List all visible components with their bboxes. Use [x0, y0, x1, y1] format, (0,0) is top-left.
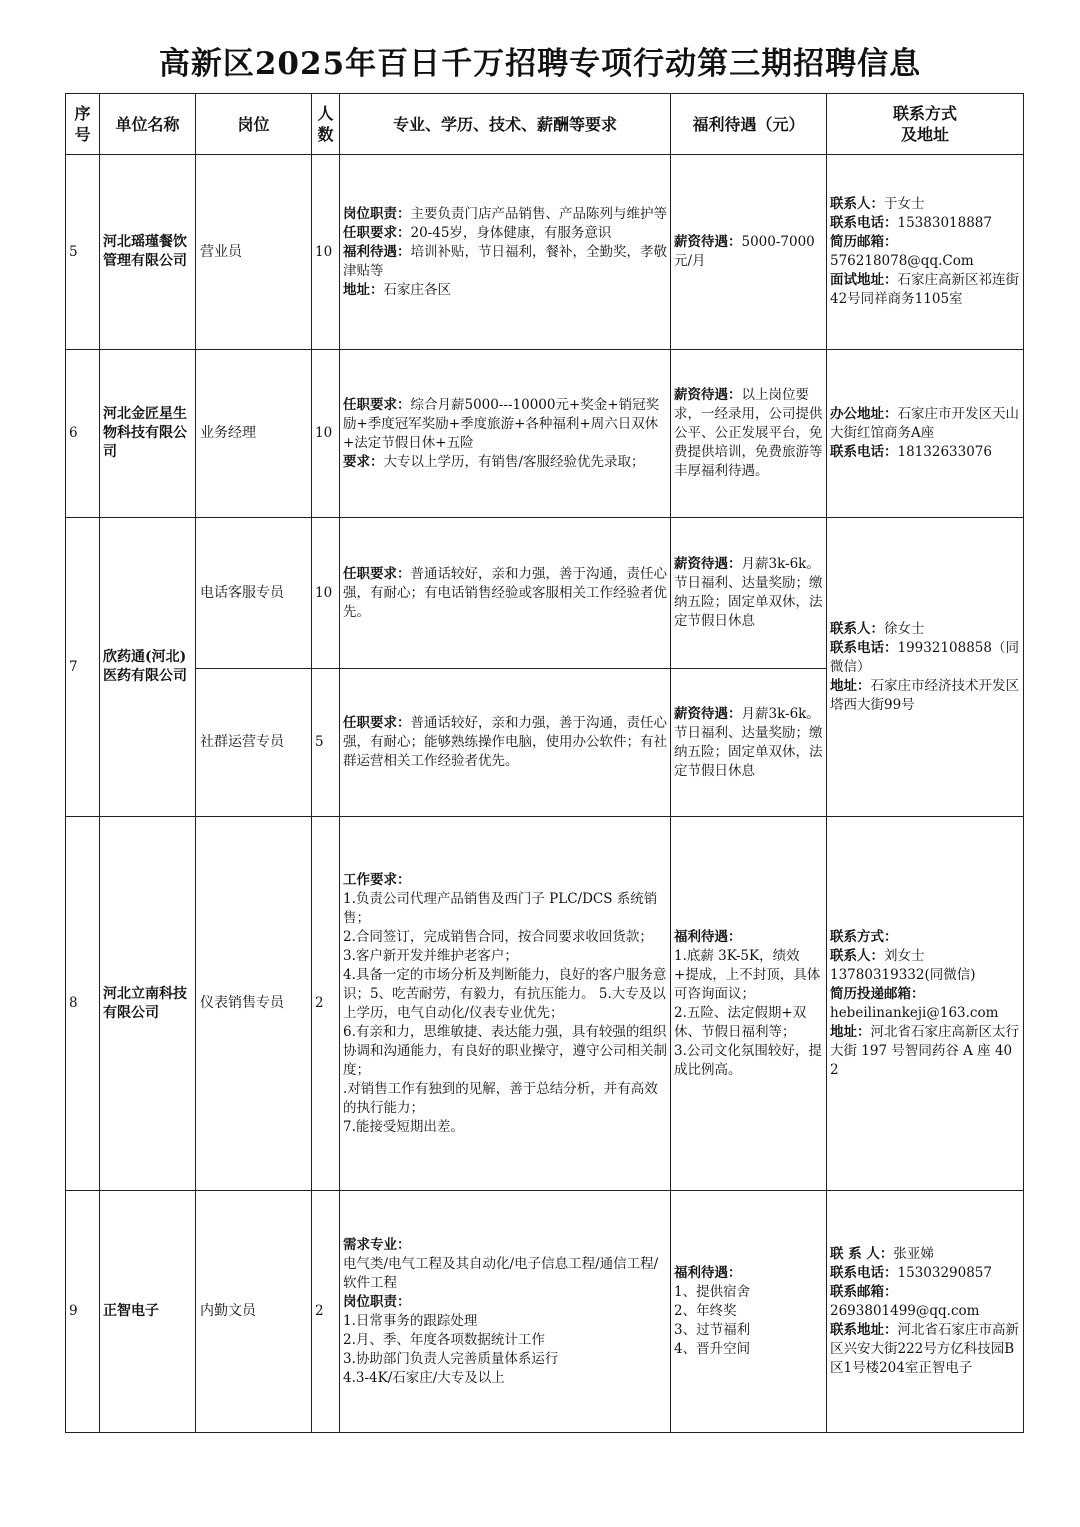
line-label: 任职要求： — [343, 715, 411, 731]
line-text: 2.五险、法定假期+双休、节假日福利等； — [674, 1004, 807, 1040]
cell-line — [674, 1283, 823, 1302]
cell-line — [830, 639, 1020, 677]
row-post: 社群运营专员 — [196, 669, 312, 817]
row-count: 5 — [312, 669, 340, 817]
cell-line — [830, 1245, 1020, 1264]
row-contact — [827, 817, 1024, 1191]
cell-line — [830, 271, 1020, 309]
cell-line — [674, 947, 823, 1004]
line-label: 福利待遇： — [343, 243, 411, 260]
cell-line — [343, 1331, 667, 1350]
line-text: 15303290857 — [897, 1265, 992, 1281]
cell-line — [830, 1302, 1020, 1321]
line-text: .对销售工作有独到的见解，善于总结分析，并有高效的执行能力； — [343, 1080, 658, 1116]
line-label: 任职要求： — [343, 224, 411, 241]
cell-line — [674, 1004, 823, 1042]
line-text: 3.客户新开发并维护老客户； — [343, 947, 518, 964]
row-seq: 8 — [66, 817, 100, 1191]
row-company: 正智电子 — [100, 1191, 196, 1433]
cell-line — [674, 1042, 823, 1080]
line-text: 6.有亲和力，思维敏捷、表达能力强，具有较强的组织协调和沟通能力，有良好的职业操守，遵守公司相关制度； — [343, 1023, 667, 1078]
line-label: 任职要求： — [343, 396, 411, 413]
row-benefits — [671, 669, 827, 817]
row-company: 河北立南科技有限公司 — [100, 817, 196, 1191]
line-label: 面试地址： — [830, 272, 898, 288]
line-text: 月薪3k-6k。节日福利、达量奖励；缴纳五险；固定单双休，法定节假日休息 — [674, 556, 823, 629]
line-text: 1、提供宿舍 — [674, 1284, 751, 1300]
cell-line — [830, 1321, 1020, 1378]
cell-line — [343, 1023, 667, 1080]
line-text: 1.日常事务的跟踪处理 — [343, 1312, 478, 1329]
line-label: 要求： — [343, 453, 384, 470]
line-text: 7.能接受短期出差。 — [343, 1118, 464, 1135]
cell-line — [343, 1236, 667, 1255]
line-text: 月薪3k-6k。 — [741, 705, 820, 722]
cell-line — [343, 205, 667, 224]
line-label: 福利待遇： — [674, 928, 742, 945]
row-count: 10 — [312, 518, 340, 669]
cell-line — [830, 233, 1020, 252]
cell-line — [343, 565, 667, 622]
cell-line — [674, 705, 823, 724]
line-text: 节日福利、达量奖励；缴纳五险；固定单双休，法定节假日休息 — [674, 724, 823, 779]
cell-line — [343, 1118, 667, 1137]
line-label: 联系地址： — [830, 1322, 898, 1338]
line-text: 5000-7000元/月 — [674, 234, 815, 269]
row-company: 河北瑶瑾餐饮管理有限公司 — [100, 155, 196, 350]
line-label: 简历投递邮箱： — [830, 985, 925, 1002]
table-row — [66, 1191, 1024, 1433]
line-text: 培训补贴，节日福利，餐补，全勤奖，孝敬津贴等 — [343, 243, 667, 279]
line-label: 联系电话： — [830, 639, 898, 656]
line-label: 薪资待遇： — [674, 705, 742, 722]
cell-line — [674, 724, 823, 781]
table-row — [66, 155, 1024, 350]
cell-line — [830, 405, 1020, 443]
row-benefits — [671, 155, 827, 350]
line-text: 2.合同签订，完成销售合同，按合同要求收回货款； — [343, 928, 653, 945]
cell-line — [830, 966, 1020, 985]
line-text: 石家庄各区 — [383, 281, 451, 298]
row-seq: 5 — [66, 155, 100, 350]
cell-line — [343, 890, 667, 928]
cell-line — [830, 443, 1020, 462]
row-contact — [827, 155, 1024, 350]
header-contact-line2: 及地址 — [900, 125, 949, 144]
row-contact — [827, 1191, 1024, 1433]
cell-line — [830, 677, 1020, 715]
line-label: 简历邮箱： — [830, 234, 898, 250]
row-post: 业务经理 — [196, 350, 312, 518]
cell-line — [343, 453, 667, 472]
table-row — [66, 817, 1024, 1191]
header-company: 单位名称 — [100, 94, 196, 155]
line-text: 以上岗位要求，一经录用，公司提供公平、公正发展平台，免费提供培训，免费旅游等丰厚福利待遇。 — [674, 387, 823, 479]
cell-line — [343, 396, 667, 453]
line-text: 3.协助部门负责人完善质量体系运行 — [343, 1350, 559, 1367]
row-requirements — [340, 669, 671, 817]
line-text: 徐女士 — [884, 620, 925, 637]
cell-line — [343, 928, 667, 947]
line-text: 2、年终奖 — [674, 1303, 737, 1319]
cell-line — [830, 1004, 1020, 1023]
cell-line — [343, 871, 667, 890]
line-text: 普通话较好，亲和力强，善于沟通，责任心强，有耐心；能够熟练操作电脑，使用办公软件；有社群运营相关工作经验者优先。 — [343, 715, 667, 769]
line-text: 15383018887 — [897, 215, 992, 231]
recruitment-table — [65, 93, 1024, 1433]
line-label: 联系电话： — [830, 444, 898, 460]
line-label: 地址： — [343, 281, 384, 298]
line-text: 18132633076 — [897, 444, 992, 460]
header-contact-line1: 联系方式 — [892, 104, 957, 123]
line-label: 任职要求： — [343, 565, 411, 582]
cell-line — [343, 966, 667, 1023]
row-count: 10 — [312, 350, 340, 518]
line-text: 3、过节福利 — [674, 1322, 751, 1338]
cell-line — [343, 1369, 667, 1388]
cell-line — [343, 947, 667, 966]
row-company: 河北金匠星生物科技有限公司 — [100, 350, 196, 518]
line-text: 河北省石家庄市高新区兴安大街222号方亿科技园B区1号楼204室正智电子 — [830, 1322, 1019, 1376]
line-label: 联系邮箱： — [830, 1284, 898, 1300]
row-benefits — [671, 817, 827, 1191]
cell-line — [830, 252, 1020, 271]
line-text: 3.公司文化氛围较好，提成比例高。 — [674, 1042, 822, 1078]
cell-line — [830, 928, 1020, 947]
line-label: 联系人： — [830, 196, 884, 212]
line-text: 张亚娣 — [893, 1246, 934, 1262]
line-label: 薪资待遇： — [674, 234, 742, 250]
row-requirements — [340, 155, 671, 350]
cell-line — [674, 386, 823, 481]
cell-line — [674, 555, 823, 631]
row-benefits — [671, 350, 827, 518]
row-post: 营业员 — [196, 155, 312, 350]
line-label: 办公地址： — [830, 406, 898, 422]
line-text: 4.3-4K/石家庄/大专及以上 — [343, 1369, 505, 1386]
row-requirements — [340, 1191, 671, 1433]
table-row — [66, 518, 1024, 669]
cell-line — [830, 985, 1020, 1004]
cell-line — [830, 947, 1020, 966]
cell-line — [343, 1312, 667, 1331]
row-requirements — [340, 817, 671, 1191]
line-text: 石家庄高新区祁连街42号同祥商务1105室 — [830, 272, 1019, 307]
row-seq: 6 — [66, 350, 100, 518]
header-benefits: 福利待遇（元） — [671, 94, 827, 155]
row-count: 2 — [312, 1191, 340, 1433]
header-contact — [827, 94, 1024, 155]
cell-line — [674, 233, 823, 271]
line-text: 4.具备一定的市场分析及判断能力，良好的客户服务意识；5、吃苦耐劳，有毅力，有抗压能力。 5.大专及以上学历，电气自动化/仪表专业优先； — [343, 966, 667, 1021]
cell-line — [830, 1283, 1020, 1302]
line-text: 大专以上学历，有销售/客服经验优先录取； — [383, 453, 645, 470]
line-label: 岗位职责： — [343, 1293, 411, 1310]
header-count: 人数 — [312, 94, 340, 155]
row-count: 2 — [312, 817, 340, 1191]
line-text: 石家庄市开发区天山大街红馆商务A座 — [830, 406, 1019, 441]
line-label: 联系人： — [830, 947, 884, 964]
line-text: 主要负责门店产品销售、产品陈列与维护等 — [410, 205, 667, 222]
line-label: 联系方式： — [830, 928, 898, 945]
cell-line — [674, 928, 823, 947]
cell-line — [343, 714, 667, 771]
header-post: 岗位 — [196, 94, 312, 155]
line-text: 石家庄市经济技术开发区塔西大街99号 — [830, 677, 1019, 713]
table-row — [66, 350, 1024, 518]
cell-line — [343, 1293, 667, 1312]
line-text: 1.负责公司代理产品销售及西门子 PLC/DCS 系统销售； — [343, 890, 658, 926]
cell-line — [830, 1023, 1020, 1080]
page-title: 高新区2025年百日千万招聘专项行动第三期招聘信息 — [158, 46, 922, 82]
line-label: 薪资待遇： — [674, 387, 742, 403]
line-label: 联 系 人： — [830, 1246, 894, 1262]
header-requirements: 专业、学历、技术、薪酬等要求 — [340, 94, 671, 155]
line-text: 于女士 — [884, 196, 925, 212]
line-text: 普通话较好，亲和力强，善于沟通，责任心强，有耐心；有电话销售经验或客服相关工作经验者优先。 — [343, 565, 667, 620]
line-label: 联系电话： — [830, 1265, 898, 1281]
cell-line — [343, 1255, 667, 1293]
line-label: 地址： — [830, 677, 871, 694]
line-label: 联系电话： — [830, 215, 898, 231]
line-label: 岗位职责： — [343, 205, 411, 222]
cell-line — [674, 1340, 823, 1359]
row-post: 仪表销售专员 — [196, 817, 312, 1191]
line-label: 工作要求： — [343, 871, 411, 888]
line-text: 1.底薪 3K-5K，绩效+提成，上不封顶，具体可咨询面议； — [674, 947, 821, 1002]
cell-line — [674, 1302, 823, 1321]
cell-line — [343, 243, 667, 281]
line-text: 13780319332(同微信) — [830, 966, 976, 983]
cell-line — [343, 1350, 667, 1369]
cell-line — [830, 195, 1020, 214]
line-text: 2693801499@qq.com — [830, 1303, 980, 1319]
header-seq: 序号 — [66, 94, 100, 155]
row-company: 欣药通(河北)医药有限公司 — [100, 518, 196, 817]
cell-line — [343, 224, 667, 243]
row-contact — [827, 350, 1024, 518]
row-requirements — [340, 350, 671, 518]
row-post: 电话客服专员 — [196, 518, 312, 669]
line-text: 4、晋升空间 — [674, 1341, 751, 1357]
cell-line — [830, 1264, 1020, 1283]
row-benefits — [671, 518, 827, 669]
cell-line — [343, 281, 667, 300]
row-contact — [827, 518, 1024, 817]
cell-line — [674, 1321, 823, 1340]
row-seq: 7 — [66, 518, 100, 817]
line-text: 电气类/电气工程及其自动化/电子信息工程/通信工程/软件工程 — [343, 1255, 659, 1291]
line-label: 地址： — [830, 1023, 871, 1040]
cell-line — [830, 620, 1020, 639]
line-label: 薪资待遇： — [674, 556, 742, 572]
line-label: 需求专业： — [343, 1236, 411, 1253]
line-text: 19932108858（同微信） — [830, 639, 1019, 675]
line-label: 联系人： — [830, 620, 884, 637]
row-seq: 9 — [66, 1191, 100, 1433]
row-count: 10 — [312, 155, 340, 350]
row-requirements — [340, 518, 671, 669]
row-benefits — [671, 1191, 827, 1433]
cell-line — [674, 1264, 823, 1283]
line-text: 综合月薪5000---10000元+奖金+销冠奖励+季度冠军奖励+季度旅游+各种福利+周六日双休+法定节假日休+五险 — [343, 396, 660, 451]
line-label: 福利待遇： — [674, 1265, 742, 1281]
cell-line — [830, 214, 1020, 233]
line-text: hebeilinankeji@163.com — [830, 1004, 999, 1021]
line-text: 20-45岁，身体健康，有服务意识 — [410, 224, 612, 241]
line-text: 576218078@qq.Com — [830, 253, 974, 269]
row-post: 内勤文员 — [196, 1191, 312, 1433]
header-row — [66, 94, 1024, 155]
line-text: 河北省石家庄高新区太行大街 197 号智同药谷 A 座 402 — [830, 1023, 1019, 1078]
line-text: 刘女士 — [884, 947, 925, 964]
line-text: 2.月、季、年度各项数据统计工作 — [343, 1331, 545, 1348]
cell-line — [343, 1080, 667, 1118]
